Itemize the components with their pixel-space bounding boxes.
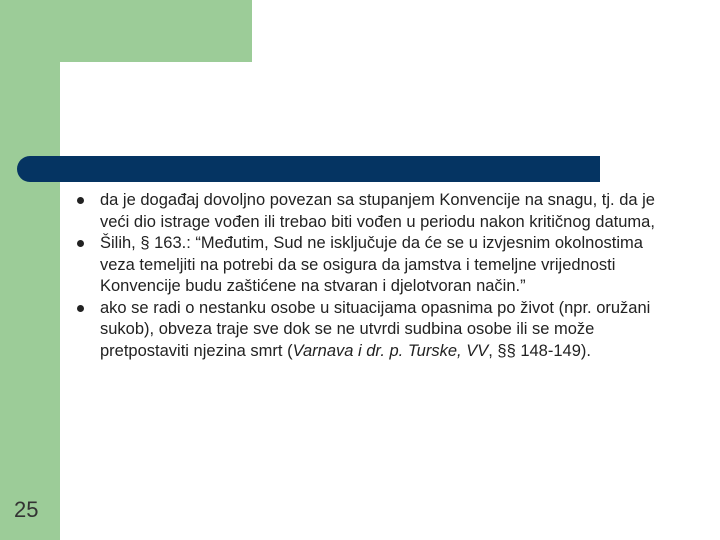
top-green-block	[0, 0, 252, 62]
bullet-dot-icon	[77, 197, 84, 204]
bullet-item-3	[74, 298, 674, 363]
bullet-dot-icon	[77, 240, 84, 247]
bullet-dot-icon	[77, 305, 84, 312]
bullet-text-1: da je događaj dovoljno povezan sa stupanjem Konvencije na snagu, tj. da je veći dio istrage vođen ili trebao biti vođen u periodu nakon kritičnog datuma,	[100, 191, 655, 231]
bullet-text-3-before: ako se radi o nestanku osobe u situacijama opasnima po život (npr. oružani sukob), obveza traje sve dok se ne utvrdi sudbina osobe ili se može pretpostaviti njezina smrt (	[100, 298, 651, 360]
case-citation: Varnava i dr. p. Turske, VV	[292, 341, 489, 360]
bullet-item-1	[74, 190, 674, 233]
left-green-band	[0, 0, 60, 540]
content-corner	[60, 62, 100, 102]
page-number: 25	[14, 497, 39, 522]
bullet-text-3-after: , §§ 148-149).	[488, 341, 591, 360]
bullet-text-2: Šilih, § 163.: “Međutim, Sud ne isključuje da će se u izvjesnim okolnostima veza temeljiti na potrebi da se osigura da jamstva i temeljne vrijednosti Konvencije budu zaštićene na stvaran i djelotvoran način.”	[100, 234, 643, 295]
title-bar	[17, 156, 600, 182]
bullet-item-2	[74, 233, 674, 298]
bullet-list	[74, 190, 674, 362]
